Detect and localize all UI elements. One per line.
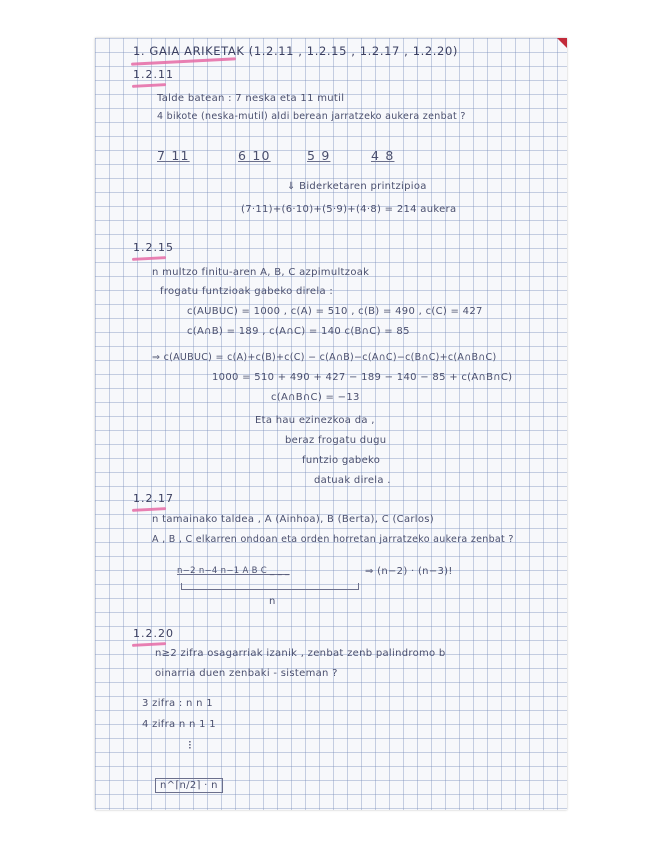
s15-line-5: ⇒ c(AUBUC) = c(A)+c(B)+c(C) − c(A∩B)−c(A∩C)−c(B∩C)+c(A∩B∩C) (152, 352, 497, 363)
s15-line-3: c(AUBUC) = 1000 , c(A) = 510 , c(B) = 490 , c(C) = 427 (187, 306, 483, 317)
s15-line-9: beraz frogatu dugu (285, 435, 387, 446)
section-number-1-2-20: 1.2.20 (133, 627, 174, 640)
notebook-page (95, 38, 567, 810)
s15-line-6: 1000 = 510 + 490 + 427 − 189 − 140 − 85 + c(A∩B∩C) (212, 372, 513, 383)
s15-line-7: c(A∩B∩C) = −13 (271, 392, 360, 403)
section-highlight-1-2-17 (132, 507, 166, 512)
s11-line-4: (7·11)+(6·10)+(5·9)+(4·8) = 214 aukera (241, 204, 457, 215)
section-highlight-1-2-11 (132, 83, 166, 88)
s11-pair-2: 6 10 (238, 148, 271, 163)
s15-line-4: c(A∩B) = 189 , c(A∩C) = 140 c(B∩C) = 85 (187, 326, 410, 337)
s15-line-8: Eta hau ezinezkoa da , (255, 415, 375, 426)
s11-line-2: 4 bikote (neska-mutil) aldi berean jarratzeko aukera zenbat ? (157, 111, 466, 122)
s17-line-4: ⇒ (n−2) · (n−3)! (365, 566, 453, 577)
section-number-1-2-17: 1.2.17 (133, 492, 174, 505)
s20-line-3: 3 zifra : n n 1 (142, 698, 213, 709)
s20-line-2: oinarria duen zenbaki - sisteman ? (155, 668, 338, 679)
s17-bracket (181, 583, 359, 590)
section-number-1-2-15: 1.2.15 (133, 241, 174, 254)
s11-pair-1: 7 11 (157, 148, 190, 163)
s20-line-1: n≥2 zifra osagarriak izanik , zenbat zenb palindromo b (155, 648, 446, 659)
s15-line-10: funtzio gabeko (302, 455, 381, 466)
section-highlight-1-2-15 (132, 256, 166, 261)
s17-line-1: n tamainako taldea , A (Ainhoa), B (Berta), C (Carlos) (152, 514, 434, 525)
s20-vertical-dots: ⁝ (188, 738, 192, 752)
s20-formula-box: n^⌈n/2⌉ · n (155, 778, 223, 793)
section-number-1-2-11: 1.2.11 (133, 68, 174, 81)
s15-line-1: n multzo finitu-aren A, B, C azpimultzoak (152, 267, 370, 278)
s11-line-3: ⇓ Biderketaren printzipioa (287, 181, 427, 192)
s17-line-3: n−2 n−4 n−1 A B C _ _ _ (177, 566, 290, 576)
page-corner-mark (557, 38, 567, 48)
s17-line-2: A , B , C elkarren ondoan eta orden horretan jarratzeko aukera zenbat ? (152, 534, 514, 545)
page-title: 1. GAIA ARIKETAK (1.2.11 , 1.2.15 , 1.2.17 , 1.2.20) (133, 44, 458, 58)
s15-line-11: datuak direla . (314, 475, 391, 486)
s17-line-5: n (269, 596, 276, 607)
title-highlight (131, 57, 236, 65)
s11-line-1: Talde batean : 7 neska eta 11 mutil (157, 93, 345, 104)
s11-pair-3: 5 9 (307, 148, 331, 163)
s20-line-4: 4 zifra n n 1 1 (142, 719, 216, 730)
section-highlight-1-2-20 (132, 642, 166, 647)
s11-pair-4: 4 8 (371, 148, 395, 163)
s15-line-2: frogatu funtzioak gabeko direla : (160, 286, 334, 297)
